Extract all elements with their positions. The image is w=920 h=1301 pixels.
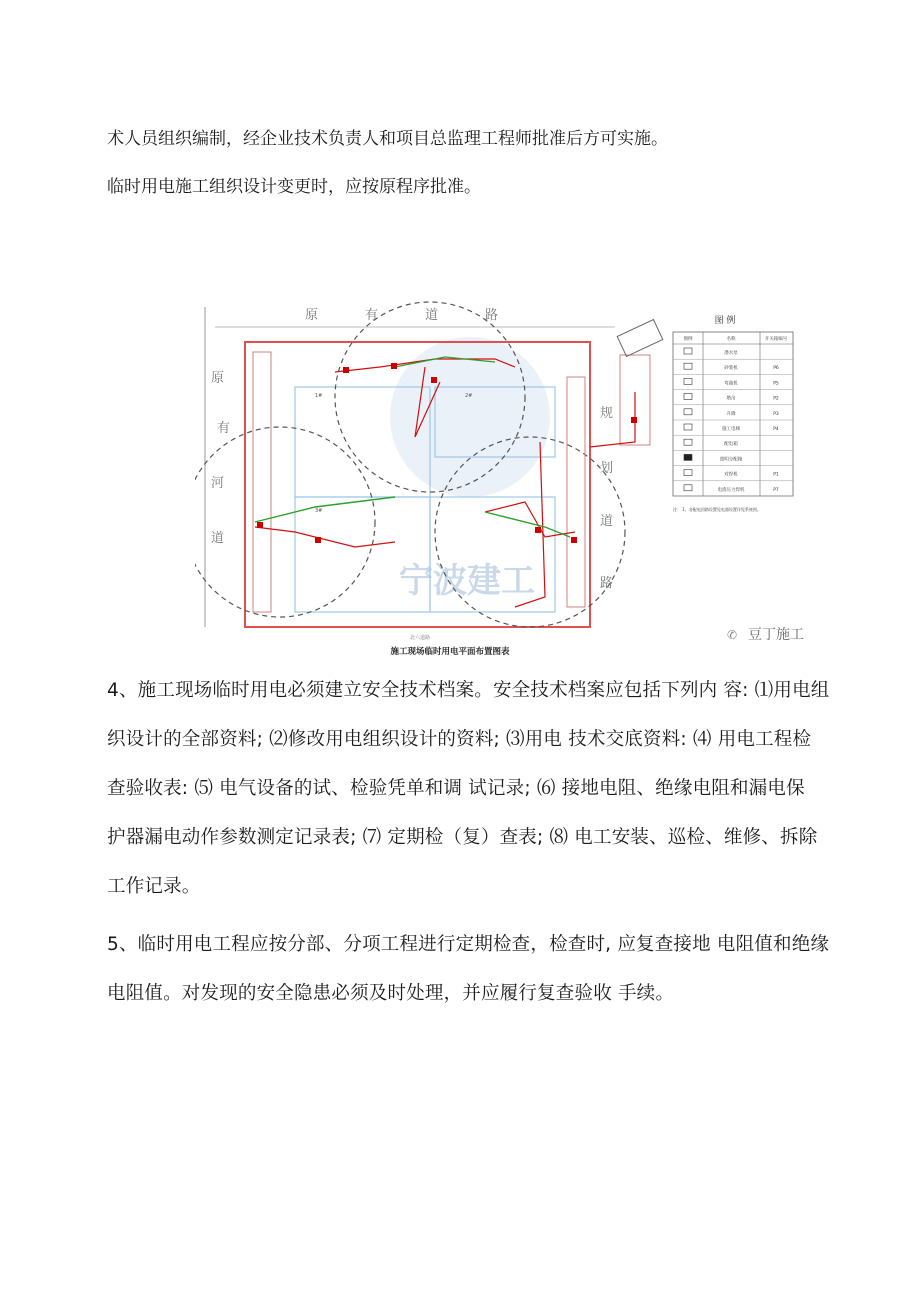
brand-watermark: 豆丁施工 (748, 627, 804, 643)
legend-symbol-icon (684, 378, 692, 384)
road-left-char-2: 有 (217, 421, 231, 436)
legend-item-name: 电渣压力焊机 (717, 487, 745, 493)
legend-symbol-icon (684, 470, 692, 476)
cable-green-left (255, 497, 395, 522)
legend-item-name: 照明分配箱 (719, 457, 743, 463)
figure-caption: 施工现场临时用电平面布置图表 (390, 647, 510, 657)
legend-item-name: 升降 (726, 411, 736, 417)
brand-wechat-icon: ✆ (727, 628, 738, 642)
distribution-box (571, 537, 577, 543)
legend-item-name: 砂浆机 (724, 366, 738, 372)
distribution-box (535, 527, 541, 533)
road-top-char-2: 有 (365, 308, 379, 323)
zone-label-2: 2# (465, 393, 473, 399)
legend-symbol-icon (684, 348, 692, 354)
site-power-layout-figure (195, 297, 815, 657)
legend-symbol-icon (684, 409, 692, 415)
legend-table (673, 314, 793, 512)
road-right-char-3: 道 (600, 514, 614, 529)
section4-line-4: 护器漏电动作参数测定记录表; ⑺ 定期检（复）查表; ⑻ 电工安装、巡检、维修、拆除 (107, 827, 818, 848)
road-left-char-4: 道 (211, 531, 225, 546)
section5-line-2: 电阻值。对发现的安全隐患必须及时处理，并应履行复查验收 手续。 (107, 983, 675, 1004)
road-left-char-3: 河 (211, 476, 225, 491)
legend-item-code: P5 (773, 381, 779, 387)
legend-item-code: P7 (773, 487, 779, 493)
legend-symbol-icon (684, 363, 692, 369)
legend-header-name: 名称 (726, 337, 736, 342)
legend-header-code: 开关箱编号 (764, 337, 788, 342)
road-left-char-1: 原 (211, 371, 225, 386)
distribution-box (257, 522, 263, 528)
road-right-char-2: 划 (600, 461, 614, 476)
legend-note: 注： 1、各配电回路设置见电器设置详见系统图。 (673, 507, 761, 512)
legend-symbol-icon (684, 394, 692, 400)
distribution-box (315, 537, 321, 543)
legend-item-code: P4 (773, 427, 779, 432)
road-top-char-4: 路 (485, 308, 499, 323)
left-facility-strip (253, 352, 271, 612)
legend-header-symbol: 图例 (683, 337, 693, 342)
legend-item-code: P2 (773, 396, 779, 402)
gate-house (617, 320, 663, 357)
distribution-box (631, 417, 637, 423)
legend-item-name: 塔吊 (726, 396, 736, 402)
section4-line-2: 织设计的全部资料; ⑵修改用电组织设计的资料; ⑶用电 技术交底资料: ⑷ 用电工程检 (107, 729, 812, 750)
legend-symbol-icon (684, 454, 692, 460)
road-top-char-3: 道 (425, 308, 439, 323)
legend-symbol-icon (684, 424, 692, 430)
legend-item-name: 对焊机 (724, 472, 738, 478)
watermark-logo (390, 337, 550, 497)
legend-item-name: 潜水泵 (724, 351, 738, 356)
cable-green-right (485, 512, 570, 537)
paragraph-change: 临时用电施工组织设计变更时，应按原程序批准。 (107, 177, 481, 197)
legend-item-code: P1 (773, 472, 779, 478)
layout-drawing (195, 297, 815, 657)
legend-item-name: 施工电梯 (722, 427, 740, 432)
cable-red-left (255, 527, 395, 547)
road-bottom-label: 北六道路 (410, 635, 431, 641)
legend-title: 图 例 (714, 316, 736, 326)
legend-symbol-icon (684, 485, 692, 491)
distribution-box (343, 367, 349, 373)
legend-item-code: P6 (773, 366, 779, 372)
zone-label-3: 3# (315, 508, 323, 514)
section4-line-1: 4、施工现场临时用电必须建立安全技术档案。安全技术档案应包括下列内 容: ⑴用电组 (107, 680, 830, 701)
crane-radius-left (195, 427, 375, 617)
zone-label-1: 1# (315, 393, 323, 399)
legend-symbol-icon (684, 439, 692, 445)
section4-line-5: 工作记录。 (107, 876, 201, 897)
cable-red-right (485, 502, 575, 537)
legend-item-name: 弯曲机 (724, 381, 738, 387)
distribution-box (431, 377, 437, 383)
road-right-char-1: 规 (600, 406, 614, 421)
road-top-char-1: 原 (305, 308, 319, 323)
right-facility-strip (567, 377, 585, 607)
paragraph-approval: 术人员组织编制，经企业技术负责人和项目总监理工程师批准后方可实施。 (107, 129, 668, 149)
section5-line-1: 5、临时用电工程应按分部、分项工程进行定期检查，检查时, 应复查接地 电阻值和绝缘 (107, 934, 830, 955)
watermark-center-text: 宁波建工 (399, 561, 535, 601)
legend-item-name: 配电箱 (724, 442, 738, 448)
section4-line-3: 查验收表: ⑸ 电气设备的试、检验凭单和调 试记录; ⑹ 接地电阻、绝缘电阻和漏电保 (107, 778, 805, 799)
road-right-char-4: 路 (600, 576, 614, 591)
legend-item-code: P3 (773, 411, 779, 417)
distribution-box (391, 363, 397, 369)
